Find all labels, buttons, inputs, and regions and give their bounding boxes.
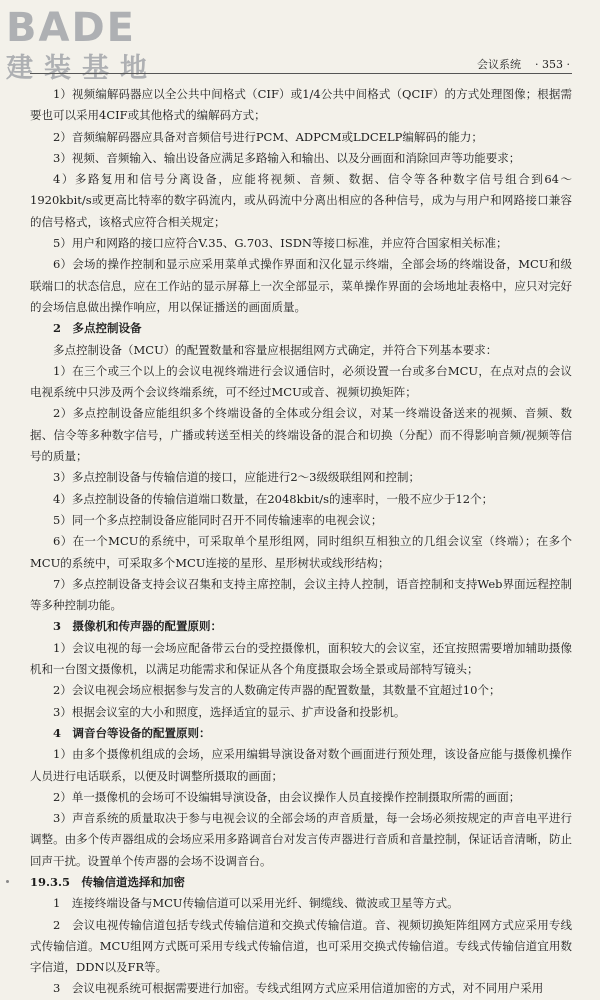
page-body	[30, 84, 572, 1000]
section-heading: 19.3.5 传输信道选择和加密	[30, 874, 186, 889]
body-paragraph: 2）会议电视会场应根据参与发言的人数确定传声器的配置数量，其数量不宜超过10个；	[53, 683, 501, 698]
body-paragraph: 1）在三个或三个以上的会议电视终端进行会议通信时，必须设置一台或多台MCU，在点对点的会议电视系统中只涉及两个会议终端系统，可不经过MCU或音、视频切换矩阵；	[30, 363, 572, 400]
body-paragraph: 4）多路复用和信号分离设备，应能将视频、音频、数据、信令等各种数字信号组合到64～1920kbit/s或更高比特率的数字码流内，或从码流中分离出相应的各种信号，成为与用户和网路接口兼容的信号格式，该格式应符合相关规定；	[30, 172, 572, 229]
body-paragraph: 2 会议电视传输信道包括专线式传输信道和交换式传输信道。音、视频切换矩阵组网方式应采用专线式传输信道。MCU组网方式既可采用专线式传输信道，也可采用交换式传输信道。专线式传输信道宜用数字信道，DDN以及FR等。	[30, 917, 572, 975]
running-header	[463, 56, 570, 72]
body-paragraph: 3）多点控制设备与传输信道的接口，应能进行2～3级级联组网和控制；	[53, 470, 420, 485]
body-paragraph: 7）多点控制设备支持会议召集和支持主席控制，会议主持人控制，语音控制和支持Web界面远程控制等多种控制功能。	[30, 576, 572, 613]
body-paragraph: 4）多点控制设备的传输信道端口数量，在2048kbit/s的速率时，一般不应少于12个；	[53, 491, 494, 506]
logo-title: BADE	[6, 5, 136, 51]
logo-subtitle: 建装基地	[6, 53, 158, 84]
body-paragraph: 5）同一个多点控制设备应能同时召开不同传输速率的电视会议；	[53, 512, 383, 527]
header-rule	[30, 73, 572, 74]
body-paragraph: 6）在一个MCU的系统中，可采取单个星形组网，同时组织互相独立的几组会议室（终端）；在多个MCU的系统中，可采取多个MCU连接的星形、星形树状或线形结构；	[30, 534, 572, 570]
scan-speck	[6, 880, 9, 883]
header-section-title: 会议系统	[477, 58, 522, 71]
body-paragraph: 3）根据会议室的大小和照度，选择适宜的显示、扩声设备和投影机。	[53, 704, 406, 719]
body-paragraph: 1）由多个摄像机组成的会场，应采用编辑导演设备对数个画面进行预处理，该设备应能与摄像机操作人员进行电话联系，以便及时调整所摄取的画面；	[30, 747, 572, 783]
body-paragraph: 6）会场的操作控制和显示应采用菜单式操作界面和汉化显示终端，全部会场的终端设备，MCU和级联端口的状态信息，应在工作站的显示屏幕上一次全部显示，菜单操作界面的会场地址表格中，应只对完好的会场信息做出操作响应，用以保证播送的画面质量。	[30, 257, 572, 314]
body-paragraph: 5）用户和网路的接口应符合V.35、G.703、ISDN等接口标准，并应符合国家相关标准；	[53, 236, 508, 251]
body-paragraph: 3）视频、音频输入、输出设备应满足多路输入和输出、以及分画面和消除回声等功能要求；	[53, 150, 521, 165]
header-page-number: · 353 ·	[535, 58, 570, 71]
subsection-heading: 3 摄像机和传声器的配置原则：	[53, 619, 222, 634]
body-paragraph: 多点控制设备（MCU）的配置数量和容量应根据组网方式确定，并符合下列基本要求：	[53, 342, 498, 357]
body-paragraph: 1）会议电视的每一会场应配备带云台的受控摄像机，面积较大的会议室，还宜按照需要增加辅助摄像机和一台图文摄像机，以满足功能需求和保证从各个角度摄取会场全景或局部特写镜头；	[30, 640, 572, 677]
subsection-heading: 2 多点控制设备	[53, 321, 142, 336]
body-paragraph: 2）多点控制设备应能组织多个终端设备的全体或分组会议，对某一终端设备送来的视频、音频、数据、信令等多种数字信号，广播或转送至相关的终端设备的混合和切换（分配）而不得影响音频/视频等信号的质量；	[30, 406, 572, 464]
body-paragraph: 3）声音系统的质量取决于参与电视会议的全部会场的声音质量，每一会场必须按规定的声音电平进行调整。由多个传声器组成的会场应采用多路调音台对发言传声器进行音质和音量控制，保证话音清晰，防止回声干扰。设置单个传声器的会场不设调音台。	[30, 811, 572, 868]
subsection-heading: 4 调音台等设备的配置原则：	[53, 725, 211, 740]
body-paragraph: 1）视频编解码器应以全公共中间格式（CIF）或1/4公共中间格式（QCIF）的方式处理图像；根据需要也可以采用4CIF或其他格式的编解码方式；	[30, 87, 572, 123]
watermark-logo	[6, 6, 196, 92]
body-paragraph: 2）音频编解码器应具备对音频信号进行PCM、ADPCM或LDCELP编解码的能力；	[53, 129, 483, 144]
body-paragraph: 2）单一摄像机的会场可不设编辑导演设备，由会议操作人员直接操作控制摄取所需的画面；	[53, 789, 521, 804]
body-paragraph: 1 连接终端设备与MCU传输信道可以采用光纤、铜缆线、微波或卫星等方式。	[53, 896, 459, 911]
body-paragraph: 3 会议电视系统可根据需要进行加密。专线式组网方式应采用信道加密的方式，对不同用户采用	[53, 981, 544, 996]
